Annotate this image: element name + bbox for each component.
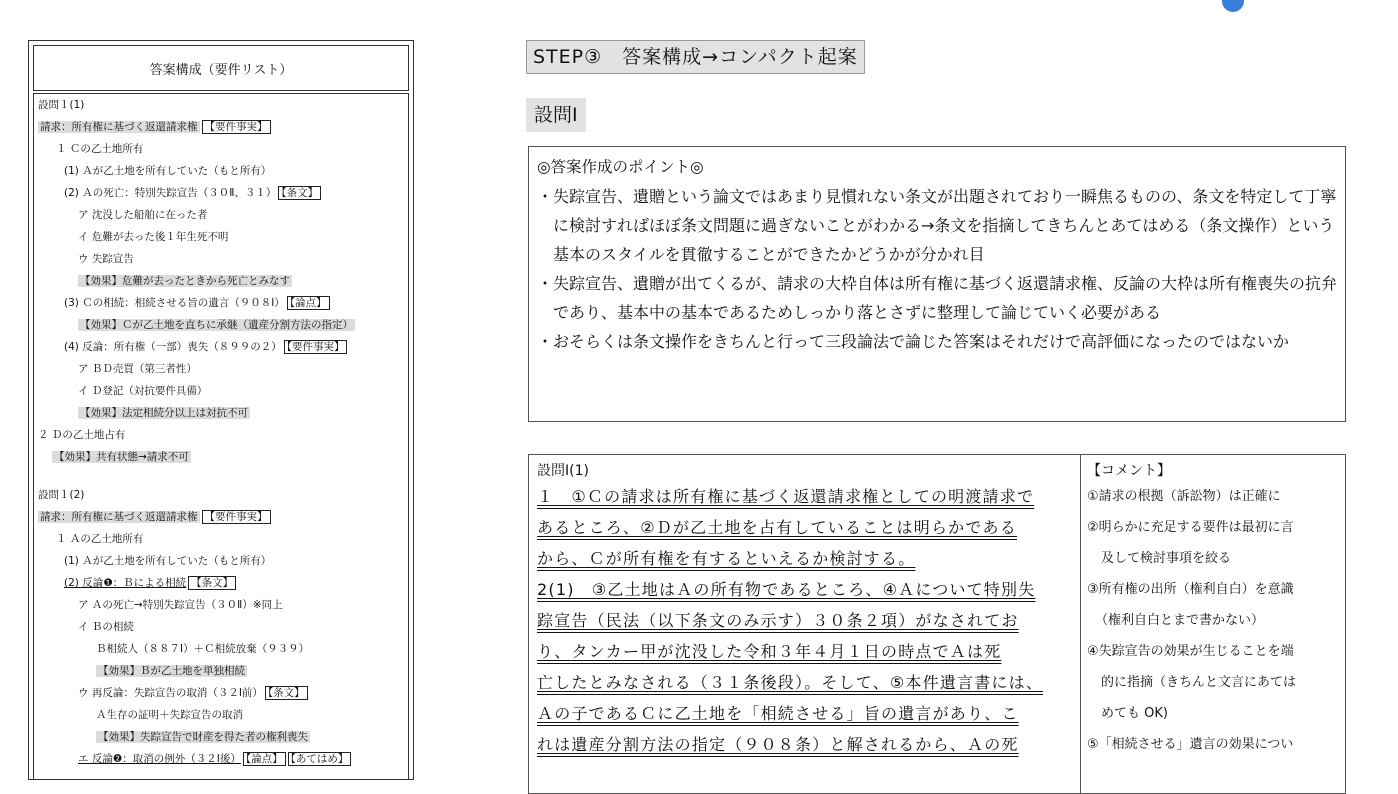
list-item: ア ＢＤ売買（第三者性） — [78, 363, 197, 375]
list-item: 請求：所有権に基づく返還請求権 【要件事実】 — [38, 120, 271, 134]
step-title: STEP③ 答案構成→コンパクト起案 — [526, 40, 865, 74]
list-item: 【効果】失踪宣告で財産を得た者の権利喪失 — [98, 731, 308, 743]
answer-line: 踪宣告（民法（以下条文のみ示す）３０条２項）がなされてお — [537, 611, 1019, 630]
comment-line: めても OK) — [1101, 706, 1168, 721]
list-item: 【効果】共有状態→請求不可 — [54, 451, 189, 463]
answer-line: 2(1) ③乙土地はＡの所有物であるところ、④Ａについて特別失 — [537, 580, 1036, 599]
comment-line: ②明らかに充足する要件は最初に言 — [1087, 520, 1294, 535]
list-item: １ Ａの乙土地所有 — [56, 533, 144, 545]
answer-points-box — [528, 146, 1346, 422]
list-item: ・おそらくは条文操作をきちんと行って三段論法で論じた答案はそれだけで高評価になったのではないか — [537, 332, 1290, 351]
list-item: イ Ｂの相続 — [78, 621, 134, 633]
list-item: エ 反論❷：取消の例外（３２Ⅰ後） 【論点】 【あてはめ】 — [78, 752, 351, 766]
comment-line: 及して検討事項を絞る — [1101, 551, 1232, 566]
list-item: ア Ａの死亡→特別失踪宣告（３０Ⅱ）※同上 — [78, 599, 283, 611]
list-item: １ Ｃの乙土地所有 — [56, 143, 144, 155]
comment-line: （権利自白とまで書かない） — [1095, 613, 1265, 628]
list-item: イ Ｄ登記（対抗要件具備） — [78, 385, 208, 397]
comment-line: 的に指摘（きちんと文言にあては — [1101, 675, 1297, 690]
list-item: ウ 再反論：失踪宣告の取消（３２Ⅰ前） 【条文】 — [78, 686, 308, 700]
answer-line: １ ①Ｃの請求は所有権に基づく返還請求権としての明渡請求で — [537, 487, 1035, 506]
answer-draft-table — [528, 454, 1346, 794]
answer-line: Ａの子であるＣに乙土地を「相続させる」旨の遺言があり、こ — [537, 704, 1019, 723]
list-item: 【効果】Ｃが乙土地を直ちに承継（遺産分割方法の指定） — [80, 319, 353, 331]
list-item: (2) 反論❶：Ｂによる相続 【条文】 — [64, 576, 236, 590]
list-item: 請求：所有権に基づく返還請求権 【要件事実】 — [38, 510, 271, 524]
list-item: 設問１(2) — [38, 489, 85, 501]
question-label: 設問Ⅰ — [526, 98, 586, 132]
list-item: ・失踪宣告、遺贈という論文ではあまり見慣れない条文が出題されており一瞬焦るものの、条文を特定して丁寧に検討すればほぼ条文問題に過ぎないことがわかる→条文を指摘してきちんとあてはめる（条文操作）という基本のスタイルを貫徹することができたかどうかが分かれ目 — [537, 187, 1337, 264]
answer-draft-text — [529, 455, 1081, 793]
list-item: Ｂ相続人（８８７Ⅰ）＋Ｃ相続放棄（９３９） — [96, 643, 310, 655]
list-item: ア 沈没した船舶に在った者 — [78, 209, 208, 221]
list-item: イ 危難が去った後１年生死不明 — [78, 231, 229, 243]
logo-icon — [1222, 0, 1244, 12]
requirements-list-document — [28, 40, 414, 780]
list-item: ・失踪宣告、遺贈が出てくるが、請求の大枠自体は所有権に基づく返還請求権、反論の大枠は所有権喪失の抗弁であり、基本中の基本であるためしっかり落とさずに整理して論じていく必要がある — [537, 274, 1338, 322]
answer-line: あるところ、②Ｄが乙土地を占有していることは明らかである — [537, 518, 1017, 537]
list-item: (1) Ａが乙土地を所有していた（もと所有） — [64, 165, 272, 177]
comment-line: ①請求の根拠（訴訟物）は正確に — [1087, 489, 1281, 504]
list-item: Ａ生存の証明＋失踪宣告の取消 — [96, 709, 243, 721]
comment-line: ③所有権の出所（権利自白）を意識 — [1087, 582, 1294, 597]
comment-heading: 【コメント】 — [1087, 463, 1171, 479]
answer-line: 亡したとみなされる（３１条後段）。そして、⑤本件遺言書には、 — [537, 673, 1044, 692]
list-item: ウ 失踪宣告 — [78, 253, 134, 265]
comment-column — [1081, 455, 1346, 793]
list-item: (4) 反論：所有権（一部）喪失（８９９の２） 【要件事実】 — [64, 340, 347, 354]
answer-line: から、Ｃが所有権を有するといえるか検討する。 — [537, 549, 916, 568]
list-item: (1) Ａが乙土地を所有していた（もと所有） — [64, 555, 272, 567]
list-item: (2) Ａの死亡：特別失踪宣告（３０Ⅱ、３１） 【条文】 — [64, 186, 321, 200]
list-item: 設問１(1) — [38, 99, 85, 111]
requirements-list-body — [33, 93, 409, 780]
list-item: (3) Ｃの相続：相続させる旨の遺言（９０８Ⅰ） 【論点】 — [64, 296, 330, 310]
points-heading: ◎答案作成のポイント◎ — [537, 158, 704, 176]
comment-line: ④失踪宣告の効果が生じることを端 — [1087, 644, 1294, 659]
answer-heading: 設問Ⅰ(1) — [537, 463, 589, 479]
answer-line: れは遺産分割方法の指定（９０８条）と解されるから、Ａの死 — [537, 735, 1019, 754]
requirements-list-title: 答案構成（要件リスト） — [33, 45, 409, 91]
comment-line: ⑤「相続させる」遺言の効果につい — [1087, 737, 1294, 752]
answer-line: り、タンカー甲が沈没した令和３年４月１日の時点でＡは死 — [537, 642, 1002, 661]
list-item: 【効果】Ｂが乙土地を単独相続 — [98, 665, 245, 677]
list-item: 【効果】法定相続分以上は対抗不可 — [80, 407, 248, 419]
list-item: 【効果】危難が去ったときから死亡とみなす — [80, 275, 290, 287]
list-item: ２ Ｄの乙土地占有 — [38, 429, 126, 441]
